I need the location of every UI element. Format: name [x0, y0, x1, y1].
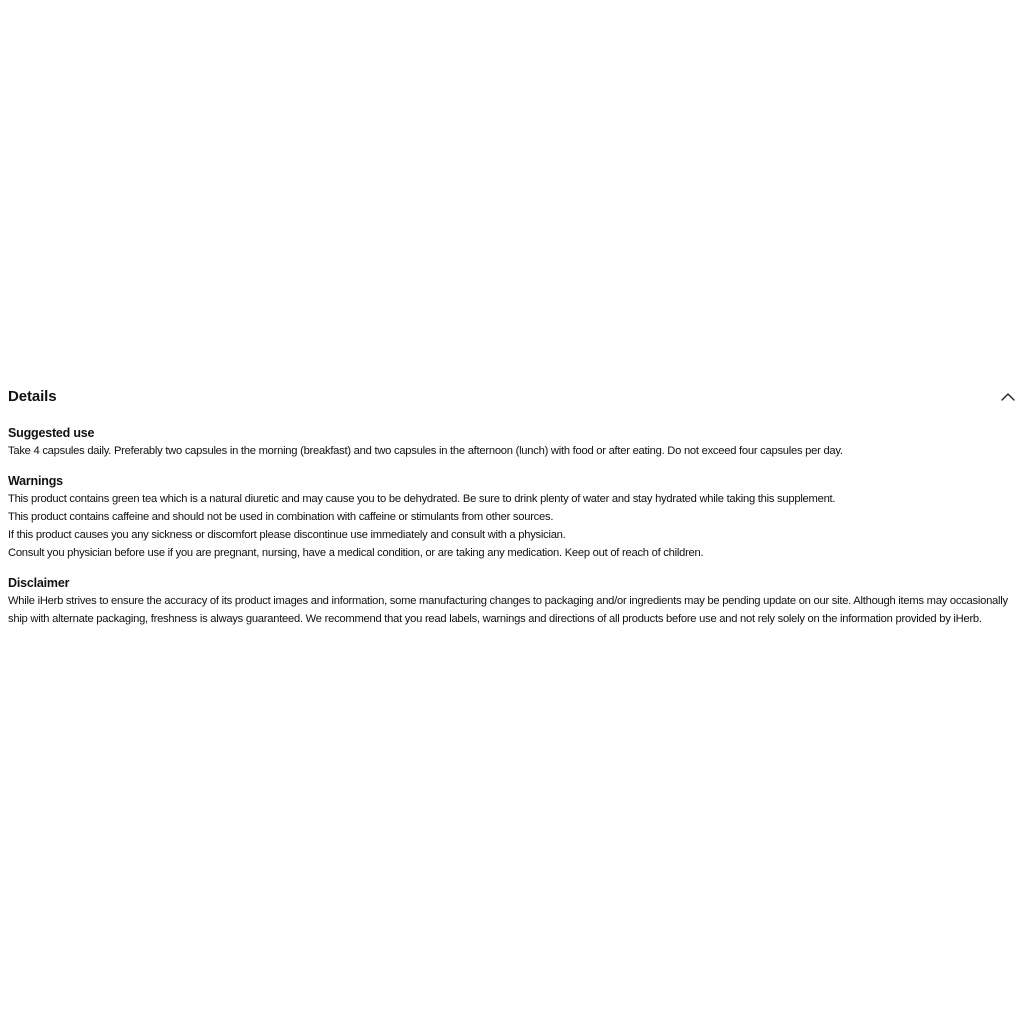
- details-title: Details: [8, 387, 57, 405]
- warning-line: If this product causes you any sickness or discomfort please discontinue use immediately and consult with a physician.: [8, 529, 566, 541]
- warnings-heading: Warnings: [8, 474, 63, 488]
- details-header[interactable]: [8, 384, 1016, 408]
- suggested-use-heading: Suggested use: [8, 426, 95, 440]
- disclaimer-heading: Disclaimer: [8, 576, 70, 590]
- warnings-section: [8, 472, 1016, 562]
- details-panel: [8, 384, 1016, 640]
- warning-line: Consult you physician before use if you are pregnant, nursing, have a medical condition, or are taking any medication. Keep out of reach of children.: [8, 547, 704, 559]
- suggested-use-section: [8, 424, 1016, 460]
- disclaimer-text: While iHerb strives to ensure the accuracy of its product images and information, some manufacturing changes to packaging and/or ingredients may be pending update on our site. Although items may occasionally ship with alternate packaging, freshness is always guaranteed. We recommend that you read labels, warnings and directions of all products before use and not rely solely on the information provided by iHerb.: [8, 595, 1008, 625]
- disclaimer-section: [8, 574, 1016, 628]
- suggested-use-text: Take 4 capsules daily. Preferably two capsules in the morning (breakfast) and two capsules in the afternoon (lunch) with food or after eating. Do not exceed four capsules per day.: [8, 445, 843, 457]
- warning-line: This product contains caffeine and should not be used in combination with caffeine or stimulants from other sources.: [8, 511, 554, 523]
- warning-line: This product contains green tea which is a natural diuretic and may cause you to be dehydrated. Be sure to drink plenty of water and stay hydrated while taking this supplement.: [8, 493, 836, 505]
- chevron-up-icon[interactable]: [999, 387, 1017, 405]
